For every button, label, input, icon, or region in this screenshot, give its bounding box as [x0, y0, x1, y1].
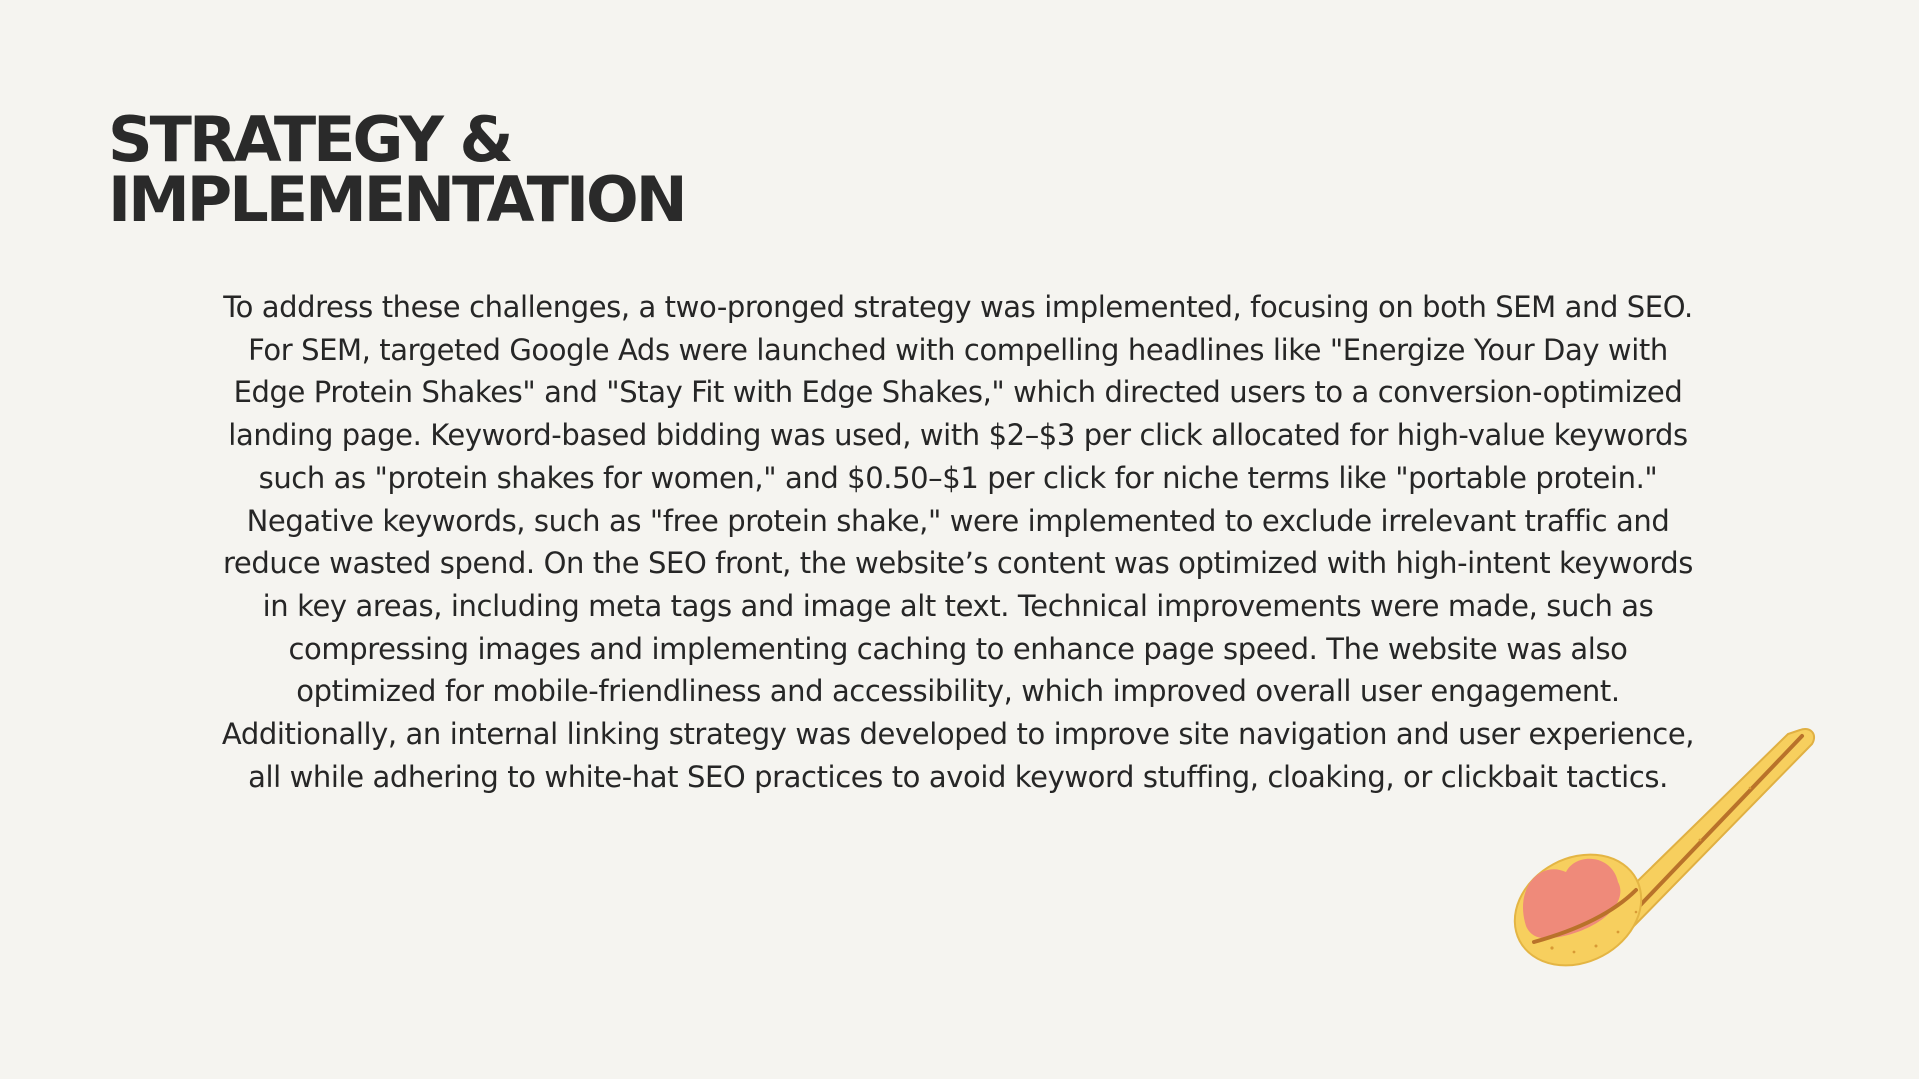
- body-paragraph: To address these challenges, a two-pronged strategy was implemented, focusing on both SEM and SEO. For SEM, targeted Google Ads were launched with compelling headlines like "Energize Your Day with Edge Protein Shakes" and "Stay Fit with Edge Shakes," which directed users to a conversion-optimized landing page. Keyword-based bidding was used, with $2–$3 per click allocated for high-value keywords such as "protein shakes for women," and $0.50–$1 per click for niche terms like "portable protein." Negative keywords, such as "free protein shake," were implemented to exclude irrelevant traffic and reduce wasted spend. On the SEO front, the website’s content was optimized with high-intent keywords in key areas, including meta tags and image alt text. Technical improvements were made, such as compressing images and implementing caching to enhance page speed. The website was also optimized for mobile-friendliness and accessibility, which improved overall user engagement. Additionally, an internal linking strategy was developed to improve site navigation and user experience, all while adhering to white-hat SEO practices to avoid keyword stuffing, cloaking, or clickbait tactics.: [221, 290, 1695, 794]
- spoon-with-protein-powder-icon: [1500, 720, 1820, 980]
- slide-title-line-1: STRATEGY &: [108, 103, 511, 176]
- slide-title: [108, 103, 685, 236]
- slide-title-line-2: IMPLEMENTATION: [108, 163, 685, 236]
- spoon-handle-groove: [1628, 736, 1802, 918]
